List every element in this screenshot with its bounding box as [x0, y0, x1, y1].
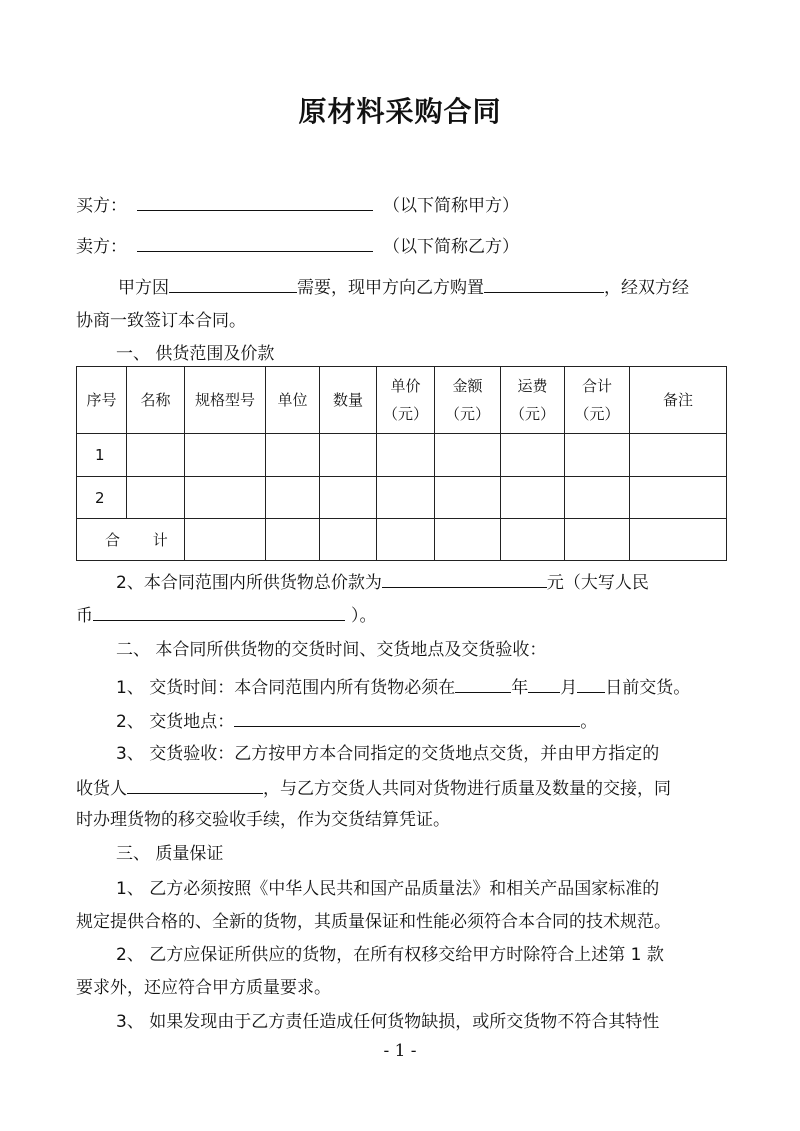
table-cell[interactable] [501, 477, 565, 519]
table-cell[interactable] [501, 434, 565, 477]
quality-2-line-1: 2、 乙方应保证所供应的货物，在所有权移交给甲方时除符合上述第 1 款 [116, 945, 664, 965]
header-cell: 备注 [630, 367, 727, 434]
quality-3-line-1: 3、 如果发现由于乙方责任造成任何货物缺损，或所交货物不符合其特性 [116, 1012, 660, 1032]
table-header-row [77, 367, 727, 434]
table-total-row [77, 519, 727, 561]
header-cell: 数量 [320, 367, 377, 434]
row-number-cell: 1 [77, 434, 127, 477]
header-cell: 规格型号 [185, 367, 266, 434]
table-cell[interactable] [435, 477, 501, 519]
table-cell[interactable] [435, 434, 501, 477]
table-cell[interactable] [320, 477, 377, 519]
acceptance-line-3: 时办理货物的移交验收手续，作为交货结算凭证。 [76, 810, 450, 830]
row-number-cell: 2 [77, 477, 127, 519]
table-cell[interactable] [320, 519, 377, 561]
acceptance-line-1: 3、 交货验收：乙方按甲方本合同指定的交货地点交货，并由甲方指定的 [116, 744, 660, 764]
goods-table [76, 366, 727, 561]
header-cell: 名称 [127, 367, 185, 434]
section-1-heading: 一、 供货范围及价款 [116, 344, 275, 364]
table-cell[interactable] [435, 519, 501, 561]
total-label-cell: 合 计 [77, 519, 185, 561]
seller-line [76, 234, 519, 258]
table-cell[interactable] [127, 477, 185, 519]
month-blank [528, 675, 560, 693]
total-price-line-1: 2、本合同范围内所供货物总价款为 元（大写人民 [116, 570, 649, 594]
header-cell: 单价 （元） [377, 367, 435, 434]
seller-blank [137, 234, 373, 252]
total-words-blank [93, 603, 345, 621]
intro-blank-2 [484, 275, 604, 293]
seller-label: 卖方： [76, 237, 127, 257]
quality-1-line-2: 规定提供合格的、全新的货物，其质量保证和性能必须符合本合同的技术规范。 [76, 912, 671, 932]
table-cell[interactable] [565, 477, 630, 519]
buyer-label: 买方： [76, 196, 127, 216]
table-row [77, 434, 727, 477]
intro-blank-1 [169, 275, 297, 293]
header-cell: 序号 [77, 367, 127, 434]
table-cell[interactable] [185, 434, 266, 477]
intro-line-1 [118, 275, 689, 299]
header-cell: 运费 （元） [501, 367, 565, 434]
table-cell[interactable] [266, 519, 320, 561]
table-cell[interactable] [266, 434, 320, 477]
section-2-heading: 二、 本合同所供货物的交货时间、交货地点及交货验收： [116, 640, 547, 660]
page-title: 原材料采购合同 [298, 95, 502, 128]
buyer-blank [137, 193, 373, 211]
delivery-place-line: 2、 交货地点： 。 [116, 709, 597, 733]
table-cell[interactable] [185, 519, 266, 561]
table-cell[interactable] [630, 519, 727, 561]
total-price-blank [382, 570, 547, 588]
section-3-heading: 三、 质量保证 [116, 844, 224, 864]
header-cell: 单位 [266, 367, 320, 434]
delivery-time-line: 1、 交货时间：本合同范围内所有货物必须在 年 月 日前交货。 [116, 675, 690, 699]
table-cell[interactable] [630, 434, 727, 477]
table-cell[interactable] [377, 519, 435, 561]
table-cell[interactable] [185, 477, 266, 519]
table-cell[interactable] [630, 477, 727, 519]
table-cell[interactable] [565, 434, 630, 477]
year-blank [455, 675, 511, 693]
quality-1-line-1: 1、 乙方必须按照《中华人民共和国产品质量法》和相关产品国家标准的 [116, 879, 660, 899]
table-cell[interactable] [501, 519, 565, 561]
intro-text-1: 甲方因 [118, 278, 169, 298]
acceptance-line-2: 收货人 ，与乙方交货人共同对货物进行质量及数量的交接，同 [76, 776, 671, 800]
header-cell: 金额 （元） [435, 367, 501, 434]
table-cell[interactable] [377, 477, 435, 519]
table-row [77, 477, 727, 519]
quality-2-line-2: 要求外，还应符合甲方质量要求。 [76, 978, 331, 998]
table-cell[interactable] [565, 519, 630, 561]
buyer-suffix: （以下简称甲方） [383, 196, 519, 216]
day-blank [577, 675, 605, 693]
receiver-blank [127, 776, 263, 794]
total-price-line-2: 币 ）。 [76, 603, 377, 627]
intro-text-2: 需要，现甲方向乙方购置 [297, 278, 484, 298]
intro-text-3: ，经双方经 [604, 278, 689, 298]
seller-suffix: （以下简称乙方） [383, 237, 519, 257]
intro-line-2: 协商一致签订本合同。 [76, 311, 246, 331]
delivery-place-blank [234, 709, 580, 727]
buyer-line [76, 193, 519, 217]
table-cell[interactable] [377, 434, 435, 477]
table-cell[interactable] [320, 434, 377, 477]
header-cell: 合计 （元） [565, 367, 630, 434]
table-cell[interactable] [266, 477, 320, 519]
table-cell[interactable] [127, 434, 185, 477]
page-number: - 1 - [383, 1041, 417, 1061]
